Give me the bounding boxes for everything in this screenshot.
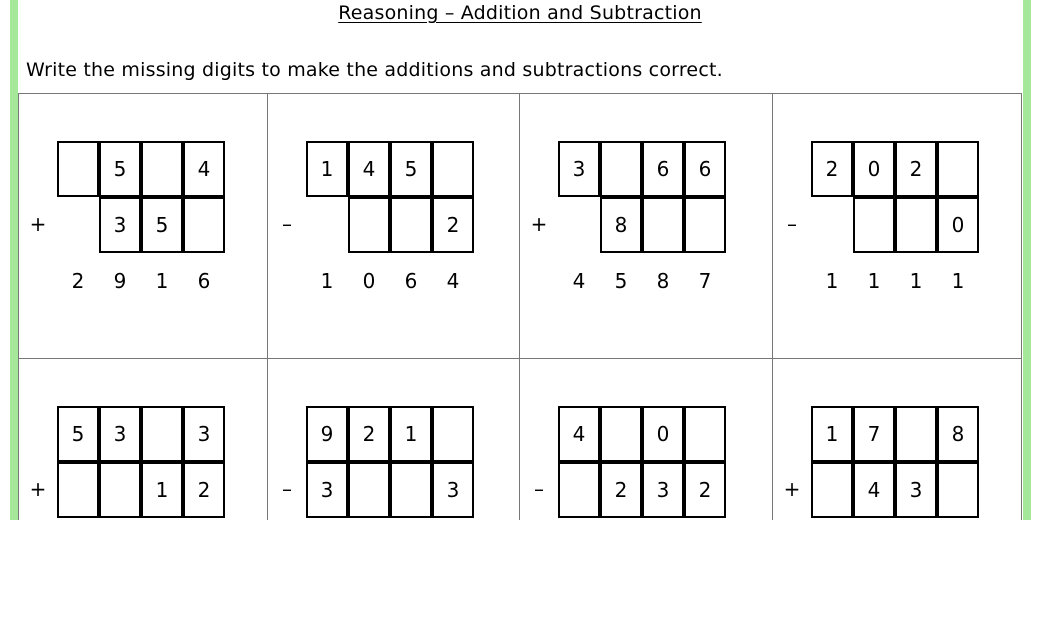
digit-box[interactable] — [811, 462, 853, 518]
digit-box: 0 — [642, 406, 684, 462]
problem-panel — [18, 93, 270, 358]
digit-box: 6 — [642, 141, 684, 197]
digit-box: 4 — [348, 141, 390, 197]
left-green-border — [10, 0, 18, 520]
digit-box: 2 — [895, 141, 937, 197]
digit-box: 1 — [811, 406, 853, 462]
digit-box[interactable] — [57, 141, 99, 197]
plus-sign: + — [783, 477, 801, 501]
problem-panel — [772, 358, 1024, 623]
digit-box: 3 — [642, 462, 684, 518]
digit-box[interactable] — [390, 197, 432, 253]
digit-box[interactable] — [937, 141, 979, 197]
digit-box[interactable] — [684, 406, 726, 462]
answer-digit: 1 — [320, 269, 334, 293]
digit-box: 3 — [895, 462, 937, 518]
digit-box: 5 — [141, 197, 183, 253]
plus-sign: + — [29, 477, 47, 501]
problem-panel — [267, 358, 519, 623]
digit-box[interactable] — [141, 406, 183, 462]
digit-box: 8 — [600, 197, 642, 253]
digit-box: 0 — [853, 141, 895, 197]
instruction-text: Write the missing digits to make the additions and subtractions correct. — [26, 59, 723, 81]
digit-box: 3 — [183, 406, 225, 462]
answer-digit: 1 — [867, 269, 881, 293]
digit-box[interactable] — [183, 197, 225, 253]
digit-box: 4 — [183, 141, 225, 197]
plus-sign: + — [29, 212, 47, 236]
answer-digit: 4 — [446, 269, 460, 293]
digit-box: 0 — [937, 197, 979, 253]
digit-box: 3 — [558, 141, 600, 197]
digit-box[interactable] — [348, 197, 390, 253]
digit-box: 1 — [306, 141, 348, 197]
digit-box[interactable] — [99, 462, 141, 518]
answer-digit: 6 — [197, 269, 211, 293]
digit-box: 4 — [853, 462, 895, 518]
digit-box: 3 — [306, 462, 348, 518]
digit-box: 5 — [99, 141, 141, 197]
digit-box[interactable] — [432, 406, 474, 462]
answer-digit: 2 — [71, 269, 85, 293]
minus-sign: – — [787, 212, 797, 236]
digit-box: 2 — [432, 197, 474, 253]
digit-box[interactable] — [853, 197, 895, 253]
digit-box[interactable] — [600, 141, 642, 197]
digit-box[interactable] — [141, 141, 183, 197]
problem-panel — [18, 358, 270, 623]
digit-box: 2 — [684, 462, 726, 518]
answer-digit: 1 — [825, 269, 839, 293]
answer-digit: 1 — [909, 269, 923, 293]
digit-box[interactable] — [600, 406, 642, 462]
digit-box: 1 — [141, 462, 183, 518]
digit-box[interactable] — [57, 462, 99, 518]
answer-digit: 7 — [698, 269, 712, 293]
digit-box[interactable] — [937, 462, 979, 518]
problem-panel — [519, 358, 771, 623]
digit-box: 3 — [432, 462, 474, 518]
problem-panel — [772, 93, 1024, 358]
minus-sign: – — [534, 477, 544, 501]
digit-box: 2 — [600, 462, 642, 518]
digit-box[interactable] — [684, 197, 726, 253]
digit-box[interactable] — [390, 462, 432, 518]
digit-box: 8 — [937, 406, 979, 462]
worksheet-title: Reasoning – Addition and Subtraction — [338, 2, 702, 24]
digit-box[interactable] — [432, 141, 474, 197]
digit-box: 7 — [853, 406, 895, 462]
plus-sign: + — [530, 212, 548, 236]
digit-box[interactable] — [642, 197, 684, 253]
digit-box: 5 — [57, 406, 99, 462]
digit-box[interactable] — [558, 462, 600, 518]
answer-digit: 1 — [155, 269, 169, 293]
digit-box[interactable] — [895, 197, 937, 253]
digit-box: 2 — [348, 406, 390, 462]
problem-panel — [519, 93, 771, 358]
answer-digit: 6 — [404, 269, 418, 293]
digit-box[interactable] — [895, 406, 937, 462]
minus-sign: – — [282, 477, 292, 501]
minus-sign: – — [282, 212, 292, 236]
answer-digit: 1 — [951, 269, 965, 293]
answer-digit: 8 — [656, 269, 670, 293]
digit-box: 5 — [390, 141, 432, 197]
digit-box: 4 — [558, 406, 600, 462]
answer-digit: 5 — [614, 269, 628, 293]
digit-box[interactable] — [348, 462, 390, 518]
digit-box: 2 — [811, 141, 853, 197]
problem-panel — [267, 93, 519, 358]
digit-box: 2 — [183, 462, 225, 518]
digit-box: 9 — [306, 406, 348, 462]
digit-box: 1 — [390, 406, 432, 462]
digit-box: 6 — [684, 141, 726, 197]
digit-box: 3 — [99, 197, 141, 253]
answer-digit: 9 — [113, 269, 127, 293]
answer-digit: 0 — [362, 269, 376, 293]
digit-box: 3 — [99, 406, 141, 462]
right-green-border — [1023, 0, 1031, 520]
answer-digit: 4 — [572, 269, 586, 293]
